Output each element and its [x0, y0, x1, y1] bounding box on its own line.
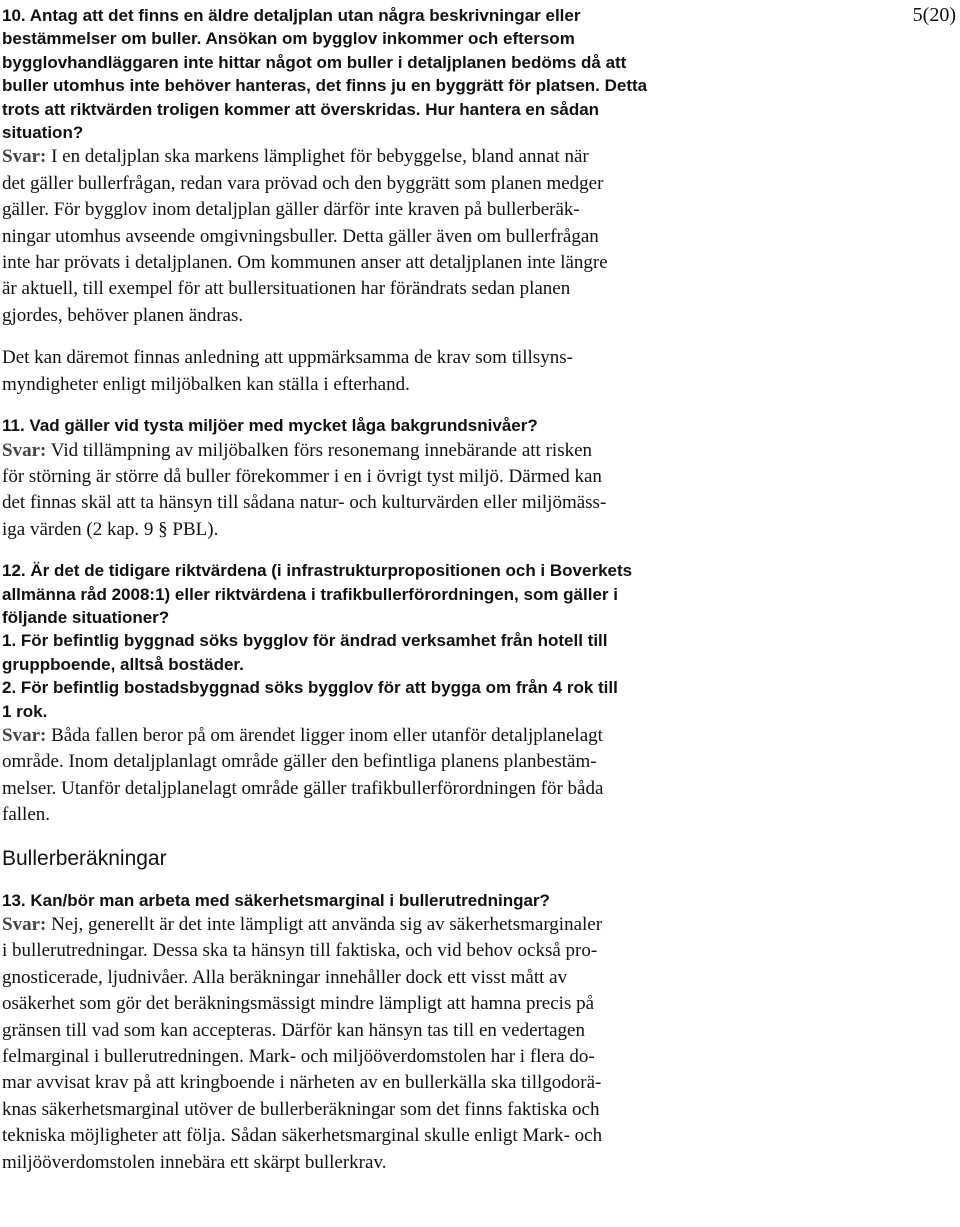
spacer [2, 829, 914, 845]
answer-line: ningar utomhus avseende omgivningsbuller. Detta gäller även om bullerfrågan [2, 225, 599, 247]
question-line: 1. För befintlig byggnad söks bygglov för ändrad verksamhet från hotell till [2, 631, 608, 651]
question-line: 2. För befintlig bostadsbyggnad söks bygglov för att bygga om från 4 rok till [2, 678, 618, 698]
answer-line: gränsen till vad som kan accepteras. Därför kan hänsyn tas till en vedertagen [2, 1019, 585, 1041]
question-line: 10. Antag att det finns en äldre detaljplan utan några beskrivningar eller [2, 6, 581, 25]
answer-line: för störning är större då buller förekommer i en i övrigt tyst miljö. Därmed kan [2, 465, 602, 487]
answer-12 [2, 723, 914, 829]
spacer [2, 543, 914, 559]
answer-label: Svar: [2, 724, 47, 746]
answer-line: Svar: I en detaljplan ska markens lämplighet för bebyggelse, bland annat när [2, 146, 589, 168]
answer-line: melser. Utanför detaljplanelagt område gäller trafikbullerförordningen för båda [2, 777, 604, 799]
answer-line: gäller. För bygglov inom detaljplan gäller därför inte kraven på bullerberäk- [2, 199, 580, 221]
answer-line: gjordes, behöver planen ändras. [2, 304, 244, 326]
answer-11 [2, 438, 914, 544]
question-line: buller utomhus inte behöver hanteras, det finns ju en byggrätt för platsen. Detta [2, 76, 648, 96]
answer-line: det finnas skäl att ta hänsyn till sådana natur- och kulturvärden eller miljömäss- [2, 492, 607, 514]
spacer [2, 873, 914, 889]
answer-line: iga värden (2 kap. 9 § PBL). [2, 518, 219, 540]
question-line: gruppboende, alltså bostäder. [2, 654, 244, 674]
question-line: 1 rok. [2, 701, 48, 721]
answer-line: är aktuell, till exempel för att bullersituationen har förändrats sedan planen [2, 278, 571, 300]
answer-line: Svar: Båda fallen beror på om ärendet ligger inom eller utanför detaljplanelagt [2, 724, 603, 746]
question-11 [2, 414, 914, 437]
answer-line: Svar: Vid tillämpning av miljöbalken förs resonemang innebärande att risken [2, 439, 593, 461]
question-line: allmänna råd 2008:1) eller riktvärdena i trafikbullerförordningen, som gäller i [2, 584, 618, 604]
answer-line: osäkerhet som gör det beräkningsmässigt mindre lämpligt att hamna precis på [2, 993, 595, 1015]
answer-line: gnosticerade, ljudnivåer. Alla beräkningar innehåller dock ett visst mått av [2, 966, 568, 988]
answer-line: miljööverdomstolen innebära ett skärpt bullerkrav. [2, 1151, 387, 1173]
page-number: 5(20) [912, 4, 956, 26]
paragraph-line: myndigheter enligt miljöbalken kan ställa i efterhand. [2, 373, 410, 395]
question-13 [2, 889, 914, 912]
answer-label: Svar: [2, 146, 47, 168]
answer-13 [2, 912, 914, 1176]
question-10 [2, 4, 914, 144]
spacer [2, 329, 914, 345]
question-line: 12. Är det de tidigare riktvärdena (i infrastrukturpropositionen och i Boverkets [2, 561, 633, 581]
answer-label: Svar: [2, 914, 47, 935]
answer-line: i bullerutredningar. Dessa ska ta hänsyn till faktiska, och vid behov också pro- [2, 940, 598, 962]
paragraph-10-extra [2, 345, 914, 398]
answer-line: Svar: Nej, generellt är det inte lämpligt att använda sig av säkerhetsmarginaler [2, 914, 603, 935]
question-line: bestämmelser om buller. Ansökan om bygglov inkommer och eftersom [2, 29, 575, 49]
answer-line: mar avvisat krav på att kringboende i närheten av en bullerkälla ska tillgodorä- [2, 1072, 602, 1094]
section-heading: Bullerberäkningar [2, 846, 167, 870]
document-body [2, 4, 914, 1176]
answer-line: felmarginal i bullerutredningen. Mark- och miljööverdomstolen har i flera do- [2, 1046, 595, 1068]
question-line: 13. Kan/bör man arbeta med säkerhetsmarginal i bullerutredningar? [2, 890, 550, 910]
answer-line: område. Inom detaljplanlagt område gäller den befintliga planens planbestäm- [2, 751, 597, 773]
question-line: situation? [2, 123, 84, 143]
question-line: 11. Vad gäller vid tysta miljöer med mycket låga bakgrundsnivåer? [2, 416, 538, 436]
question-line: bygglovhandläggaren inte hittar något om buller i detaljplanen bedöms då att [2, 52, 627, 72]
answer-10 [2, 144, 914, 329]
question-line: trots att riktvärden troligen kommer att överskridas. Hur hantera en sådan [2, 99, 600, 119]
paragraph-line: Det kan däremot finnas anledning att uppmärksamma de krav som tillsyns- [2, 347, 573, 369]
question-line: följande situationer? [2, 607, 170, 627]
spacer [2, 398, 914, 414]
answer-line: fallen. [2, 804, 51, 826]
answer-line: tekniska möjligheter att följa. Sådan säkerhetsmarginal skulle enligt Mark- och [2, 1125, 603, 1147]
question-12 [2, 559, 914, 723]
answer-line: knas säkerhetsmarginal utöver de bullerberäkningar som det finns faktiska och [2, 1098, 600, 1120]
answer-label: Svar: [2, 439, 47, 461]
answer-line: inte har prövats i detaljplanen. Om kommunen anser att detaljplanen inte längre [2, 252, 608, 274]
answer-line: det gäller bullerfrågan, redan vara prövad och den byggrätt som planen medger [2, 172, 604, 194]
